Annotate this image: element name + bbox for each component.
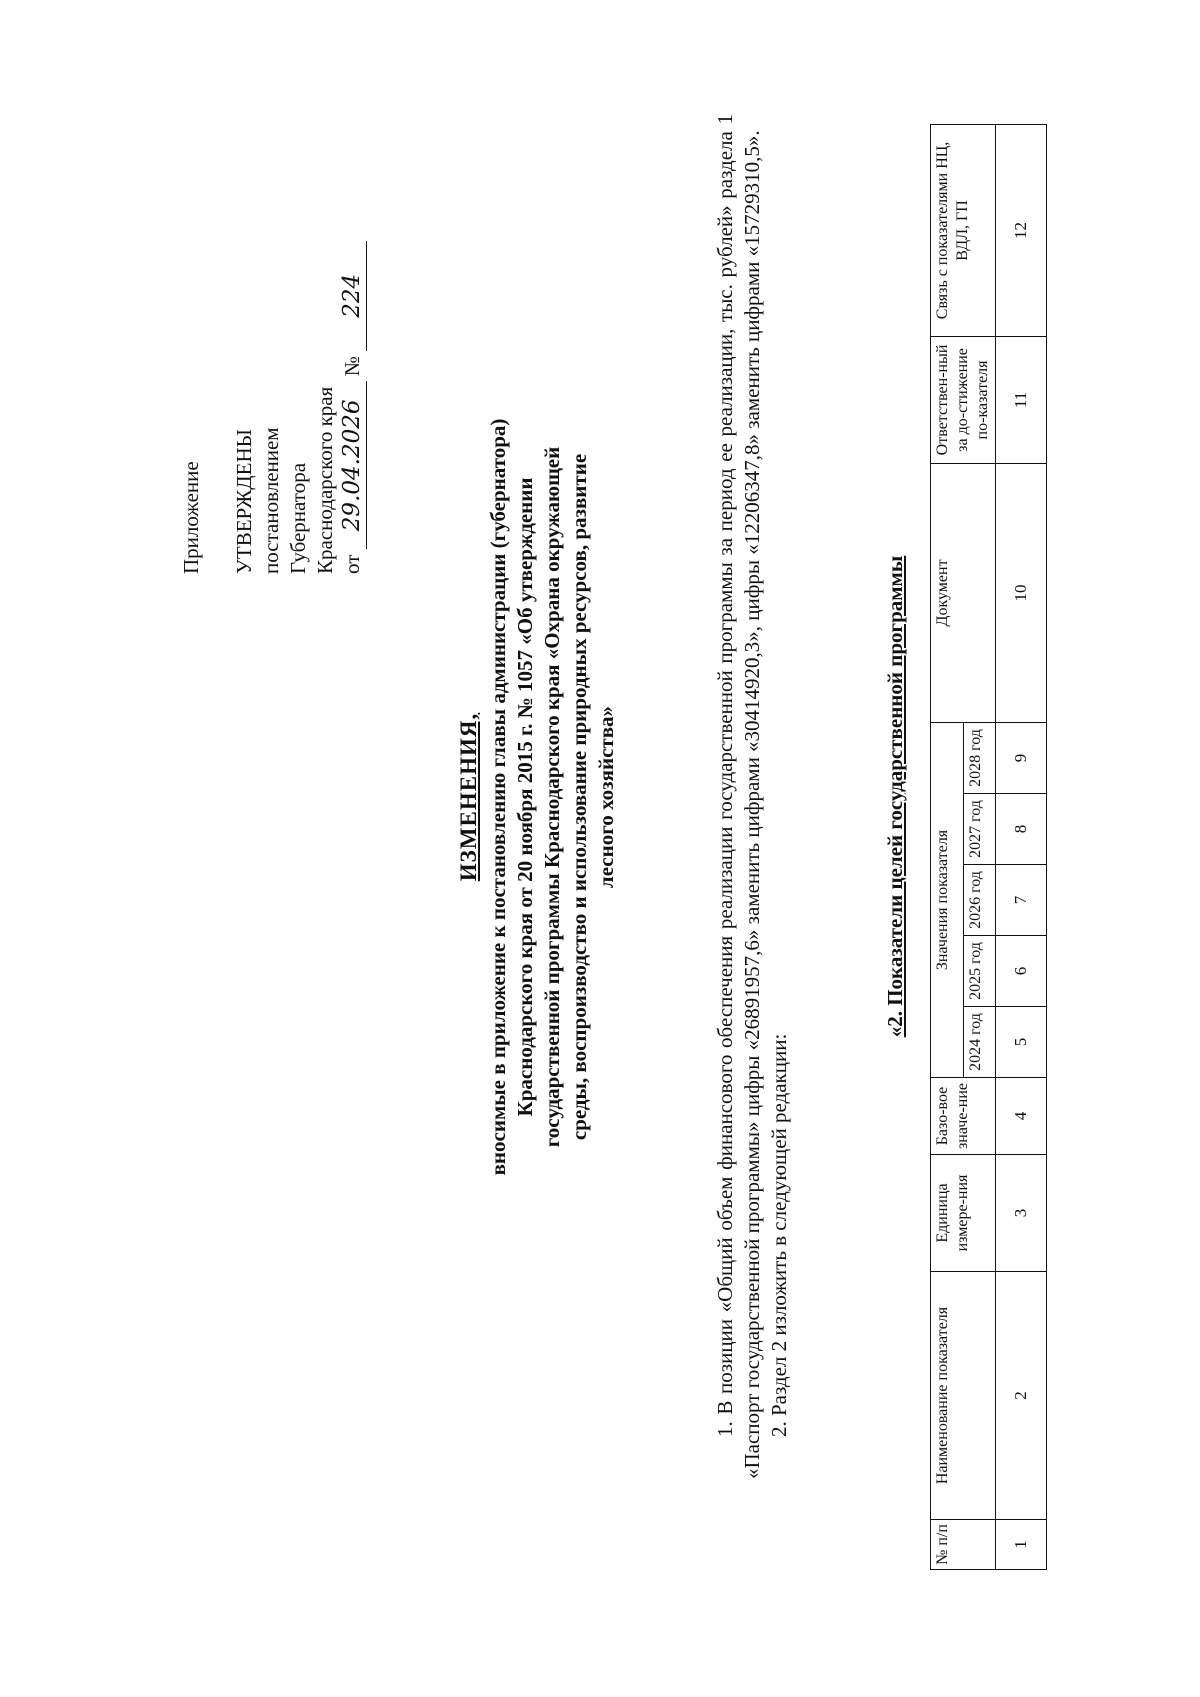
header-responsible: Ответствен-ный за до-стижение по-казателя (931, 336, 996, 463)
header-2025: 2025 год (963, 936, 996, 1007)
col-number: 10 (996, 463, 1047, 722)
col-number: 11 (996, 336, 1047, 463)
col-number: 6 (996, 936, 1047, 1007)
header-values-group: Значения показателя (931, 722, 964, 1077)
paragraph-2: 2. Раздел 2 изложить в следующей редакции: (767, 1033, 791, 1437)
header-2027: 2027 год (963, 794, 996, 865)
col-number: 2 (996, 1272, 1047, 1520)
header-2028: 2028 год (963, 722, 996, 793)
body-text (712, 114, 793, 1479)
col-number: 9 (996, 722, 1047, 793)
approval-line-1: постановлением (259, 427, 283, 574)
document-title (455, 167, 620, 1427)
date-prefix: от (340, 554, 364, 574)
col-number: 3 (996, 1155, 1047, 1272)
header-2026: 2026 год (963, 865, 996, 936)
approval-date-line (339, 174, 367, 574)
col-number: 12 (996, 124, 1047, 336)
title-line-4: среды, воспроизводство и использование природных ресурсов, развитие (567, 453, 591, 1141)
header-num: № п/п (931, 1520, 996, 1570)
appendix-label: Приложение (179, 461, 203, 574)
col-number: 7 (996, 865, 1047, 936)
paragraph-1: 1. В позиции «Общий объем финансового обеспечения реализации государственной программы за период ее реализации, тыс. рублей» раздела 1 «Паспорт государственной программы» цифры «26891957,6» заменить цифрами «30414920,3», цифры «12206347,8» заменить цифрами «15729310,5». (713, 114, 764, 1479)
number-prefix: № (340, 356, 364, 377)
approval-line-2: Губернатора (286, 462, 310, 574)
title-line-2: Краснодарского края от 20 ноября 2015 г. № 1057 «Об утверждении (513, 477, 537, 1117)
col-number: 4 (996, 1078, 1047, 1155)
section-title: «2. Показатели целей государственной программы (883, 555, 907, 1038)
goals-table (930, 124, 1047, 1570)
title-heading: ИЗМЕНЕНИЯ, (456, 712, 481, 882)
approval-block (178, 174, 367, 574)
col-number: 8 (996, 794, 1047, 865)
header-2024: 2024 год (963, 1007, 996, 1078)
table-header-row (931, 124, 964, 1569)
col-number: 5 (996, 1007, 1047, 1078)
title-line-5: лесного хозяйства» (594, 705, 618, 889)
col-number: 1 (996, 1520, 1047, 1570)
header-link: Связь с показателями НЦ, ВДЛ, ГП (931, 124, 996, 336)
header-name: Наименование показателя (931, 1272, 996, 1520)
header-base: Базо-вое значе-ние (931, 1078, 996, 1155)
title-line-3: государственной программы Краснодарского края «Охрана окружающей (540, 446, 564, 1148)
approval-number: 224 (339, 241, 367, 351)
header-document: Документ (931, 463, 996, 722)
approved-label: УТВЕРЖДЕНЫ (232, 429, 256, 574)
approval-line-3: Краснодарского края (313, 386, 337, 574)
table-row (996, 124, 1047, 1569)
approval-date: 29.04.2026 (339, 381, 367, 549)
header-unit: Единица измере-ния (931, 1155, 996, 1272)
title-line-1: вносимые в приложение к постановлению главы администрации (губернатора) (486, 418, 510, 1176)
